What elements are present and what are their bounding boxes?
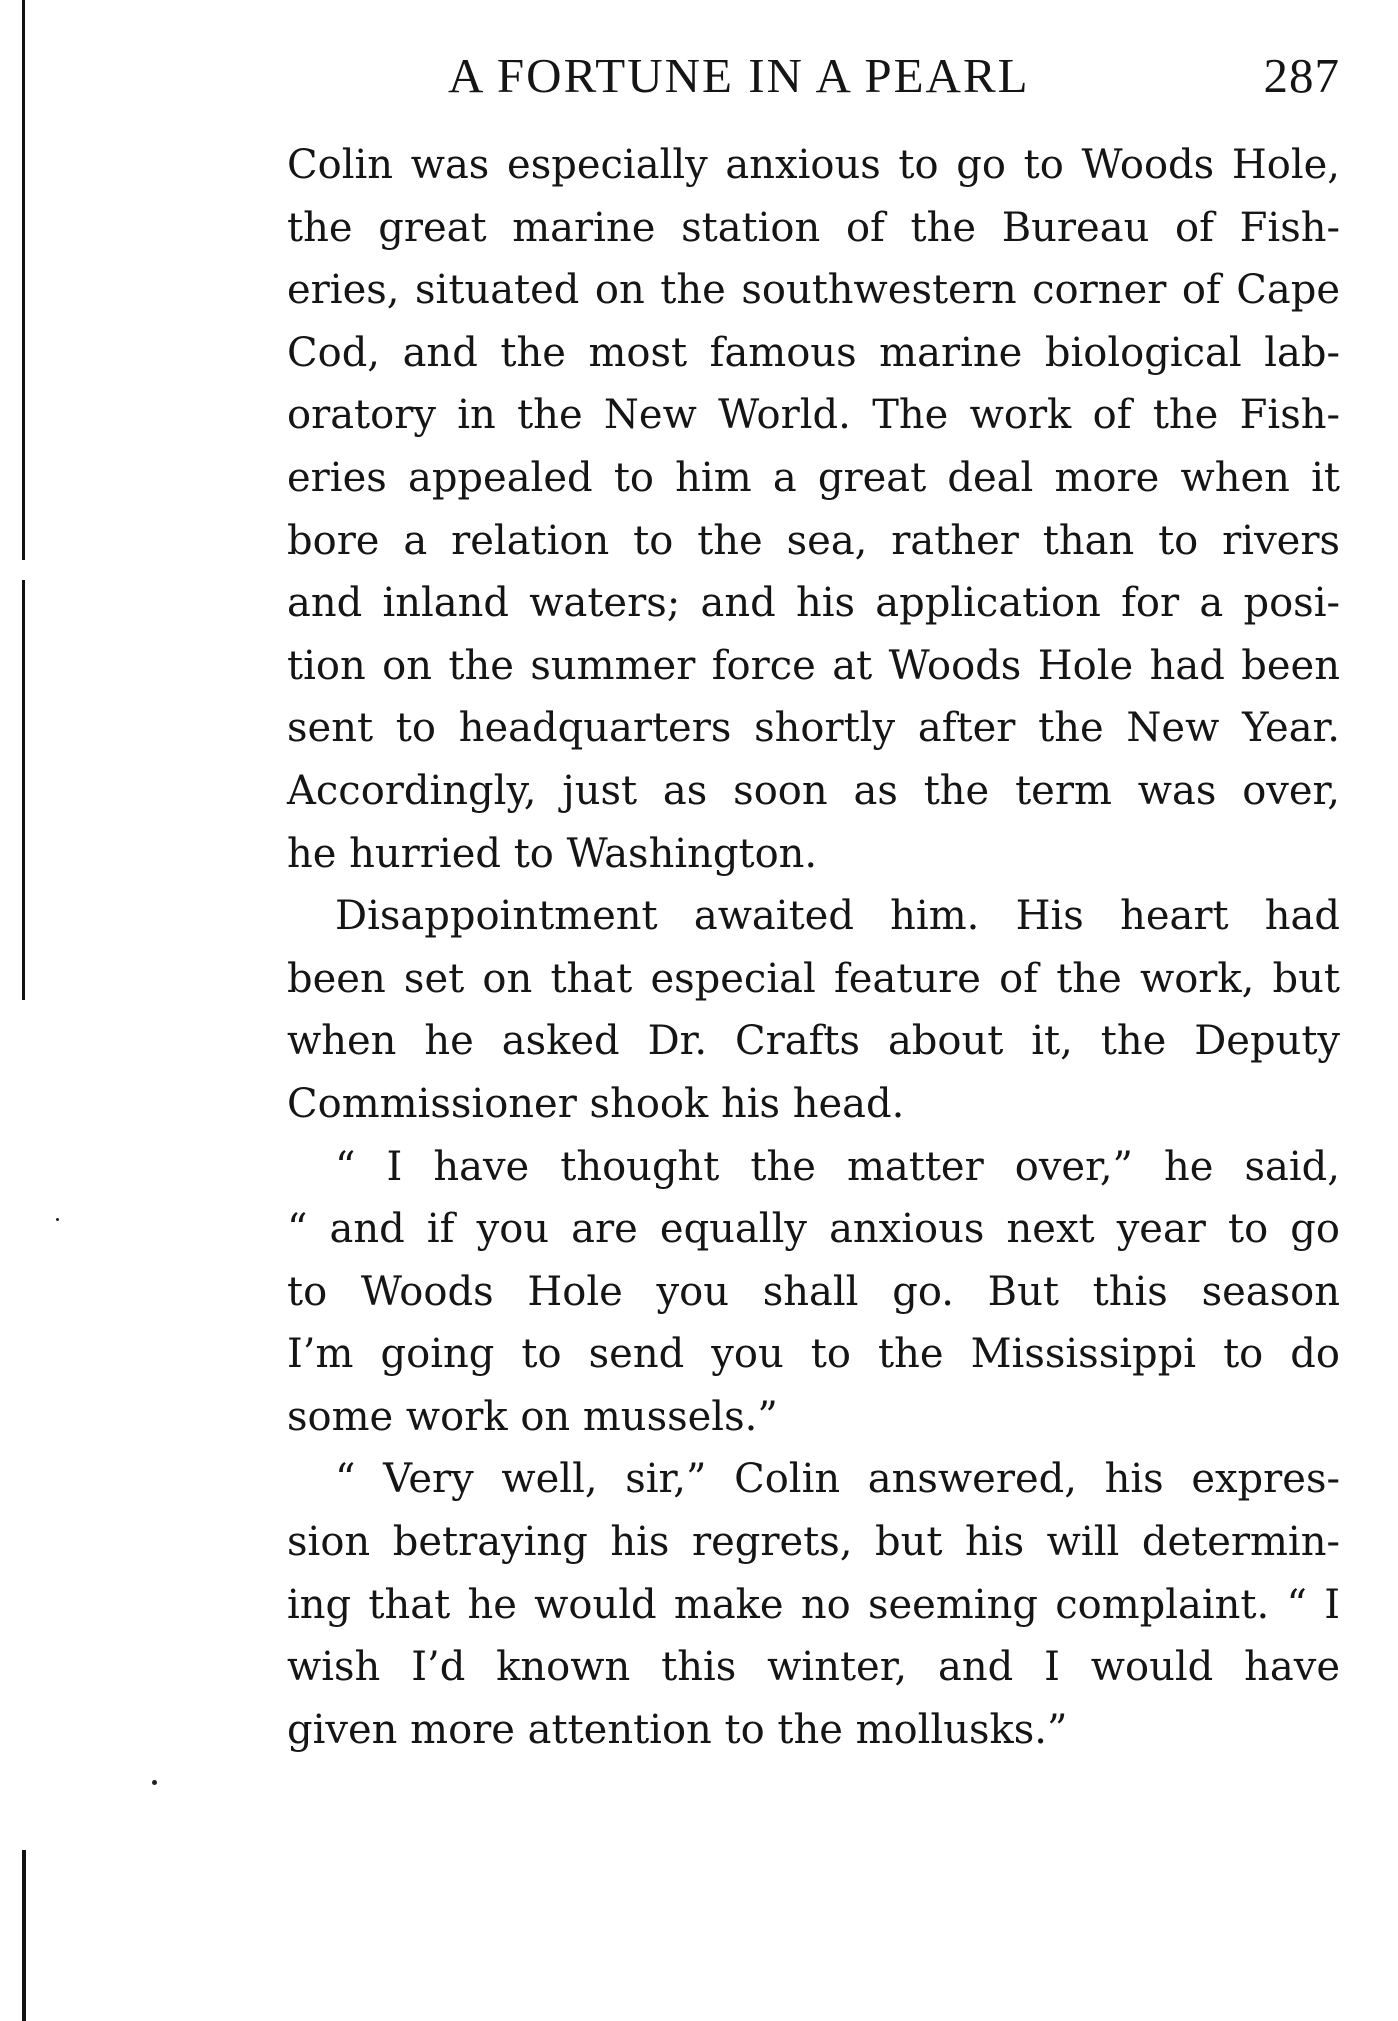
- text-line: the great marine station of the Bureau of Fish-: [287, 204, 1340, 251]
- text-line: bore a relation to the sea, rather than to rivers: [287, 517, 1340, 564]
- text-line: and inland waters; and his application for a posi-: [287, 580, 1340, 627]
- binding-edge-line: [22, 1850, 26, 2021]
- text-line: Commissioner shook his head.: [287, 1080, 905, 1127]
- text-line: Accordingly, just as soon as the term was over,: [287, 767, 1340, 814]
- text-line: eries appealed to him a great deal more when it: [287, 454, 1340, 501]
- text-line: Colin was especially anxious to go to Woods Hole,: [287, 142, 1340, 188]
- text-line: Disappointment awaited him. His heart had: [335, 893, 1340, 940]
- text-line: sion betraying his regrets, but his will determin-: [287, 1519, 1340, 1566]
- text-line: wish I’d known this winter, and I would have: [287, 1644, 1340, 1691]
- scan-speck: [152, 1780, 157, 1785]
- page-number: 287: [1263, 47, 1340, 103]
- text-line: tion on the summer force at Woods Hole had been: [287, 642, 1340, 689]
- binding-edge-line: [22, 0, 25, 560]
- body-text: [287, 134, 1340, 1761]
- text-line: oratory in the New World. The work of the Fish-: [287, 392, 1340, 439]
- text-line: “ I have thought the matter over,” he said,: [335, 1143, 1340, 1190]
- binding-edge-line: [22, 580, 25, 1000]
- text-line: when he asked Dr. Crafts about it, the Deputy: [287, 1018, 1340, 1065]
- text-line: to Woods Hole you shall go. But this season: [287, 1268, 1340, 1315]
- text-line: I’m going to send you to the Mississippi to do: [287, 1331, 1340, 1378]
- text-line: “ Very well, sir,” Colin answered, his expres-: [335, 1456, 1340, 1503]
- text-line: ing that he would make no seeming complaint. “ I: [287, 1581, 1340, 1628]
- text-line: sent to headquarters shortly after the New Year.: [287, 705, 1340, 752]
- text-line: “ and if you are equally anxious next year to go: [287, 1206, 1340, 1253]
- text-line: he hurried to Washington.: [287, 830, 818, 877]
- running-head: [448, 40, 1340, 110]
- text-line: Cod, and the most famous marine biological lab-: [287, 329, 1340, 376]
- text-line: eries, situated on the southwestern corner of Cape: [287, 267, 1340, 314]
- text-line: been set on that especial feature of the work, but: [287, 955, 1340, 1002]
- running-title: A FORTUNE IN A PEARL: [448, 47, 1030, 103]
- text-line: some work on mussels.”: [287, 1393, 778, 1440]
- scan-speck: [56, 1218, 59, 1221]
- text-line: given more attention to the mollusks.”: [287, 1706, 1068, 1753]
